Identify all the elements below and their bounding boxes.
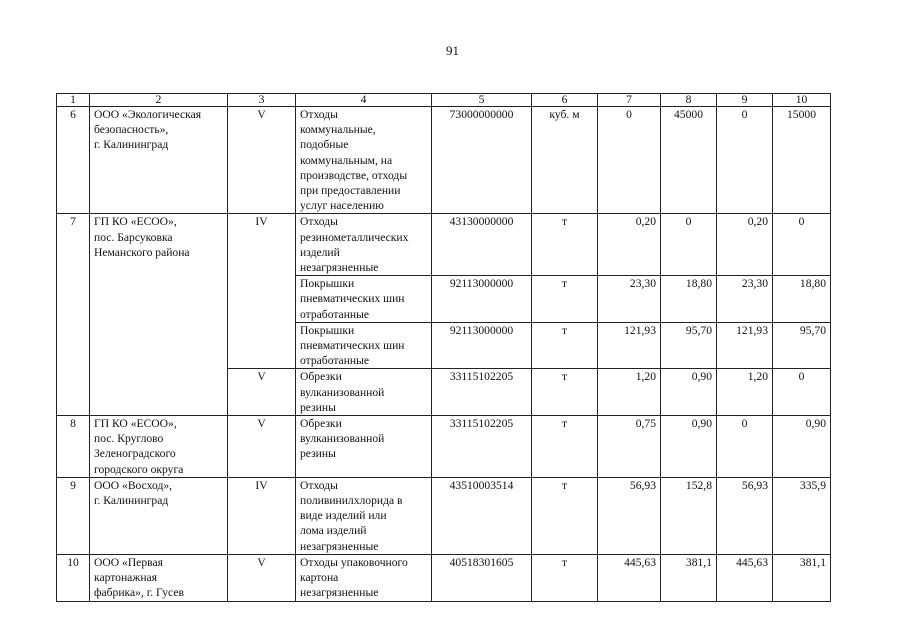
waste-name-cell (296, 416, 432, 478)
value-col-9: 23,30 (717, 276, 773, 323)
value-col-10: 95,70 (773, 322, 831, 369)
waste-name-line: Обрезки (300, 417, 342, 431)
waste-name-line: Покрышки (300, 323, 355, 337)
waste-name-cell (296, 107, 432, 214)
organization-line: Зеленоградского (94, 447, 176, 461)
hazard-class: V (228, 107, 296, 214)
waste-name-line: Отходы (300, 108, 338, 121)
waste-name-cell (296, 322, 432, 369)
col-header-7: 7 (598, 94, 661, 107)
row-number: 7 (57, 214, 90, 416)
value-col-8: 95,70 (661, 322, 717, 369)
organization-line: г. Калининград (94, 138, 169, 152)
value-col-9: 0 (717, 107, 773, 214)
organization-cell (90, 107, 228, 214)
organization-line: ООО «Экологическая (94, 108, 202, 121)
waste-code: 92113000000 (432, 322, 532, 369)
waste-name-line: Отходы (300, 215, 338, 229)
waste-name-line: при предоставлении (300, 184, 401, 198)
hazard-class: V (228, 554, 296, 601)
waste-name-line: Обрезки (300, 370, 342, 384)
waste-name-line: картона (300, 571, 339, 585)
waste-name-line: Отходы (300, 478, 338, 492)
waste-code: 33115102205 (432, 416, 532, 478)
waste-code: 40518301605 (432, 554, 532, 601)
waste-facilities-table (56, 93, 831, 602)
waste-code: 43130000000 (432, 214, 532, 276)
col-header-10: 10 (773, 94, 831, 107)
waste-name-line: услуг населению (300, 199, 384, 213)
value-col-7: 0 (598, 107, 661, 214)
unit: т (532, 416, 598, 478)
table-row (57, 107, 831, 214)
unit: т (532, 477, 598, 554)
unit: т (532, 554, 598, 601)
waste-name-line: вулканизованной (300, 385, 385, 399)
value-col-8: 18,80 (661, 276, 717, 323)
col-header-6: 6 (532, 94, 598, 107)
organization-line: г. Калининград (94, 494, 169, 508)
col-header-1: 1 (57, 94, 90, 107)
waste-name-line: резинометаллических (300, 230, 409, 244)
value-col-7: 0,75 (598, 416, 661, 478)
value-col-8: 152,8 (661, 477, 717, 554)
hazard-class: IV (228, 477, 296, 554)
organization-line: фабрика», г. Гусев (94, 586, 184, 600)
organization-line: пос. Барсуковка (94, 230, 173, 244)
value-col-8: 0,90 (661, 416, 717, 478)
waste-name-cell (296, 214, 432, 276)
value-col-10: 335,9 (773, 477, 831, 554)
waste-name-line: незагрязненные (300, 539, 379, 553)
col-header-3: 3 (228, 94, 296, 107)
value-col-7: 1,20 (598, 369, 661, 416)
value-col-7: 445,63 (598, 554, 661, 601)
organization-line: безопасность», (94, 123, 169, 137)
waste-name-line: пневматических шин (300, 339, 405, 353)
waste-name-cell (296, 554, 432, 601)
waste-name-line: лома изделий (300, 524, 367, 538)
organization-line: ГП КО «ЕСОО», (94, 215, 177, 229)
row-number: 6 (57, 107, 90, 214)
waste-name-line: вулканизованной (300, 432, 385, 446)
col-header-5: 5 (432, 94, 532, 107)
waste-name-cell (296, 276, 432, 323)
waste-name-cell (296, 369, 432, 416)
hazard-class: IV (228, 214, 296, 369)
row-number: 10 (57, 554, 90, 601)
value-col-9: 121,93 (717, 322, 773, 369)
value-col-7: 0,20 (598, 214, 661, 276)
waste-code: 33115102205 (432, 369, 532, 416)
table-row (57, 416, 831, 478)
value-col-8: 0,90 (661, 369, 717, 416)
value-col-10: 0,90 (773, 416, 831, 478)
hazard-class: V (228, 369, 296, 416)
waste-name-line: изделий (300, 245, 340, 259)
row-number: 8 (57, 416, 90, 478)
organization-cell (90, 554, 228, 601)
organization-cell (90, 477, 228, 554)
page-number: 91 (446, 43, 459, 58)
value-col-9: 0,20 (717, 214, 773, 276)
waste-name-line: отработанные (300, 307, 370, 321)
value-col-10: 0 (773, 369, 831, 416)
waste-name-line: незагрязненные (300, 586, 379, 600)
organization-line: пос. Круглово (94, 432, 164, 446)
unit: куб. м (532, 107, 598, 214)
organization-cell (90, 214, 228, 416)
col-header-4: 4 (296, 94, 432, 107)
organization-line: городского округа (94, 462, 184, 476)
value-col-9: 445,63 (717, 554, 773, 601)
value-col-8: 45000 (661, 107, 717, 214)
organization-line: ООО «Восход», (94, 478, 173, 492)
col-header-9: 9 (717, 94, 773, 107)
organization-line: картонажная (94, 571, 158, 585)
value-col-9: 1,20 (717, 369, 773, 416)
waste-name-line: резины (300, 447, 336, 461)
unit: т (532, 322, 598, 369)
waste-name-line: отработанные (300, 354, 370, 368)
unit: т (532, 214, 598, 276)
organization-line: ГП КО «ЕСОО», (94, 417, 177, 431)
unit: т (532, 276, 598, 323)
value-col-10: 18,80 (773, 276, 831, 323)
row-number: 9 (57, 477, 90, 554)
waste-name-line: незагрязненные (300, 261, 379, 275)
value-col-9: 0 (717, 416, 773, 478)
organization-line: ООО «Первая (94, 555, 163, 569)
table-row (57, 214, 831, 276)
waste-name-line: поливинилхлорида в (300, 494, 403, 508)
waste-name-line: Покрышки (300, 277, 355, 291)
organization-line: Неманского района (94, 245, 190, 259)
waste-name-line: коммунальные, (300, 123, 376, 137)
value-col-7: 121,93 (598, 322, 661, 369)
waste-code: 73000000000 (432, 107, 532, 214)
col-header-2: 2 (90, 94, 228, 107)
waste-name-line: пневматических шин (300, 292, 405, 306)
waste-name-line: виде изделий или (300, 509, 387, 523)
table-row (57, 554, 831, 601)
value-col-9: 56,93 (717, 477, 773, 554)
value-col-10: 0 (773, 214, 831, 276)
waste-code: 92113000000 (432, 276, 532, 323)
organization-cell (90, 416, 228, 478)
waste-name-line: подобные (300, 138, 349, 152)
hazard-class: V (228, 416, 296, 478)
table-row (57, 477, 831, 554)
col-header-8: 8 (661, 94, 717, 107)
waste-name-cell (296, 477, 432, 554)
waste-name-line: коммунальным, на (300, 153, 393, 167)
waste-name-line: производстве, отходы (300, 168, 408, 182)
waste-code: 43510003514 (432, 477, 532, 554)
waste-name-line: резины (300, 400, 336, 414)
value-col-10: 381,1 (773, 554, 831, 601)
value-col-7: 56,93 (598, 477, 661, 554)
value-col-7: 23,30 (598, 276, 661, 323)
value-col-8: 381,1 (661, 554, 717, 601)
value-col-10: 15000 (773, 107, 831, 214)
table-header-row (57, 94, 831, 107)
unit: т (532, 369, 598, 416)
value-col-8: 0 (661, 214, 717, 276)
waste-name-line: Отходы упаковочного (300, 555, 408, 569)
